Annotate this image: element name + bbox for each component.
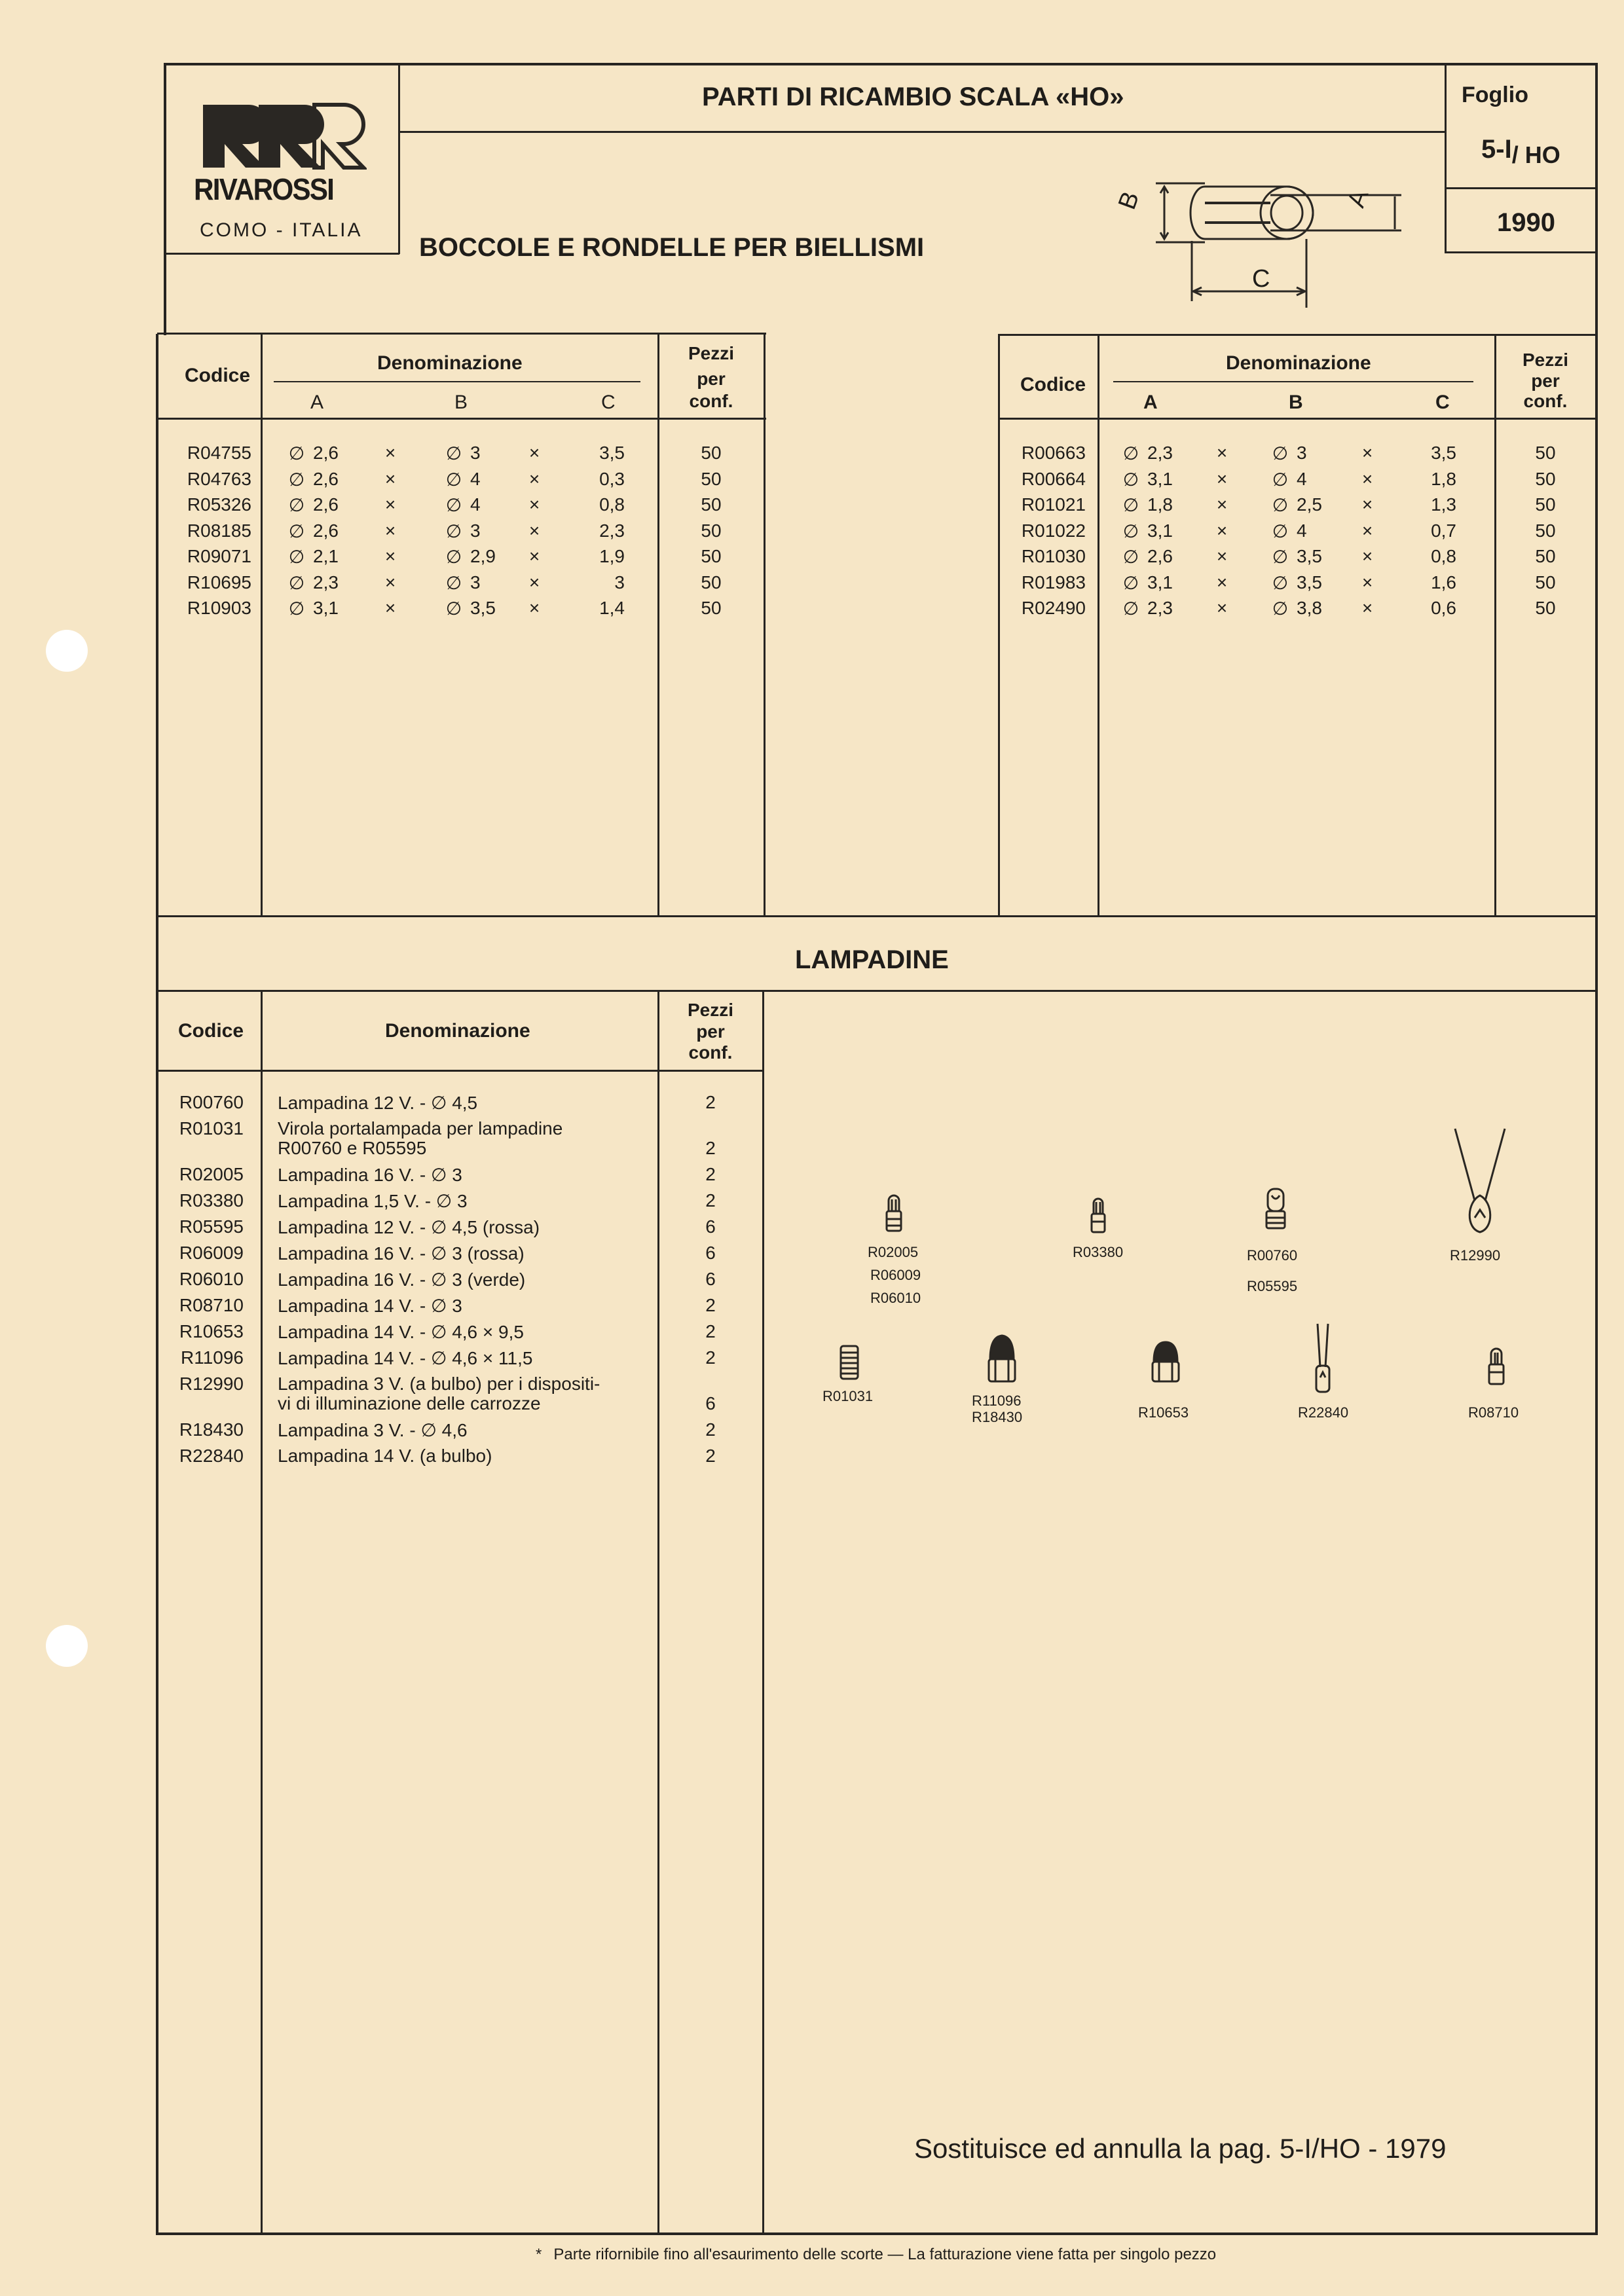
cell-qty: 50 [1535,598,1556,618]
punch-hole-top [46,630,88,672]
cell-code: R04763 [187,468,251,489]
label-r00760: R00760 [1247,1247,1298,1264]
br-col-code: Codice [1020,374,1086,395]
cell-c: 1,9 [599,546,625,566]
cell-c: 3,5 [599,443,625,463]
dia-a: ∅ [1122,547,1139,567]
dia-b: ∅ [445,598,462,619]
label-r10653: R10653 [1138,1404,1189,1421]
dia-a: ∅ [288,598,305,619]
lamp-code: R05595 [179,1216,244,1237]
cell-c: 1,3 [1431,494,1456,515]
lamp-code: R18430 [179,1419,244,1440]
cell-code: R10695 [187,572,251,592]
cell-c: 1,8 [1431,468,1456,489]
sep-1: × [384,598,396,618]
sep-2: × [528,494,540,515]
cell-c: 1,4 [599,598,625,618]
lamp-qty: 2 [705,1138,716,1158]
sep-2: × [1361,598,1373,618]
cell-code: R00663 [1021,443,1086,463]
dia-a: ∅ [288,572,305,593]
dia-b: ∅ [445,572,462,593]
brand-city: COMO - ITALIA [200,219,363,241]
lamp-desc: Lampadina 16 V. - ∅ 3 [278,1165,462,1185]
label-r22840: R22840 [1298,1404,1349,1421]
cell-code: R01983 [1021,572,1086,592]
lamp-desc: Lampadina 3 V. (a bulbo) per i dispositi- [278,1374,600,1394]
dia-a: ∅ [1122,495,1139,515]
br-col-name: Denominazione [1226,352,1371,374]
br-col-b: B [1289,392,1303,413]
replaces-note: Sostituisce ed annulla la pag. 5-I/HO - 1979 [914,2133,1447,2164]
label-r12990: R12990 [1450,1247,1501,1264]
sep-2: × [528,443,540,463]
dia-a: ∅ [288,520,305,541]
lamp-code: R00760 [179,1092,244,1112]
lamp-code: R22840 [179,1446,244,1466]
cell-a: 2,6 [1147,546,1173,566]
label-r05595: R05595 [1247,1278,1298,1294]
br-col-qty-3: conf. [1523,391,1568,411]
sheet-label: Foglio [1462,82,1528,107]
dia-b: ∅ [1272,572,1289,593]
cell-a: 2,3 [1147,443,1173,463]
sep-2: × [528,572,540,592]
lamp-desc: Lampadina 14 V. - ∅ 4,6 × 11,5 [278,1348,533,1368]
lamp-desc: Lampadina 14 V. - ∅ 3 [278,1296,462,1316]
br-col-qty-1: Pezzi [1522,350,1569,370]
lamp-code: R03380 [179,1190,244,1211]
dia-a: ∅ [288,547,305,567]
cell-qty: 50 [701,443,722,463]
lamp-r00760-icon [1263,1186,1289,1232]
cell-code: R10903 [187,598,251,618]
sep-2: × [1361,520,1373,541]
cell-b: 3,5 [1297,546,1322,566]
cell-c: 0,3 [599,468,625,489]
lamp-desc: Virola portalampada per lampadine [278,1118,563,1139]
sheet-year: 1990 [1497,208,1555,237]
sheet-number-suffix: / HO [1511,141,1560,168]
dia-b: ∅ [1272,598,1289,619]
lamp-qty: 2 [705,1446,716,1466]
cell-c: 0,8 [599,494,625,515]
cell-qty: 50 [701,520,722,541]
sep-1: × [384,572,396,592]
cell-qty: 50 [1535,443,1556,463]
label-r03380: R03380 [1073,1244,1124,1260]
lamp-code: R06010 [179,1269,244,1289]
lamp-qty: 2 [705,1321,716,1341]
cell-b: 4 [1297,520,1307,541]
lamp-r10653-icon [1149,1339,1183,1385]
lamp-code: R01031 [179,1118,244,1139]
lamp-qty: 6 [705,1216,716,1237]
cell-code: R01022 [1021,520,1086,541]
label-r18430: R18430 [972,1409,1023,1425]
dia-b: ∅ [445,469,462,490]
sep-1: × [384,546,396,566]
lamps-col-qty-3: conf. [688,1042,733,1063]
lamp-r22840-icon [1311,1321,1335,1394]
lamp-code: R12990 [179,1374,244,1394]
cell-qty: 50 [1535,468,1556,489]
cell-a: 2,3 [1147,598,1173,618]
cell-b: 4 [470,494,481,515]
label-r01031: R01031 [822,1388,874,1404]
lamp-desc: Lampadina 12 V. - ∅ 4,5 [278,1093,478,1113]
cell-qty: 50 [1535,520,1556,541]
dia-b: ∅ [445,547,462,567]
dia-b: ∅ [445,520,462,541]
sep-1: × [384,443,396,463]
bl-col-qty-3: conf. [689,391,733,411]
sep-1: × [1216,546,1228,566]
footer-note [536,2246,1216,2264]
sep-2: × [528,546,540,566]
cell-qty: 50 [701,494,722,515]
sep-1: × [1216,598,1228,618]
label-r02005: R02005 [868,1244,919,1260]
cell-a: 2,3 [313,572,339,592]
cell-b: 4 [1297,468,1307,489]
brand-name: RIVAROSSI [194,172,334,206]
lamp-qty: 2 [705,1164,716,1184]
cell-b: 4 [470,468,481,489]
lamp-qty: 2 [705,1190,716,1211]
cell-code: R08185 [187,520,251,541]
dia-a: ∅ [288,443,305,464]
sep-1: × [1216,494,1228,515]
lamp-r03380-icon [1087,1195,1109,1236]
lamp-desc: Lampadina 14 V. (a bulbo) [278,1446,492,1466]
page-subtitle: BOCCOLE E RONDELLE PER BIELLISMI [419,233,925,262]
lamp-code: R11096 [180,1347,244,1368]
dia-a: ∅ [288,469,305,490]
lamp-r12990-icon [1452,1126,1507,1237]
lamp-qty: 6 [705,1269,716,1289]
cell-a: 2,1 [313,546,339,566]
lamp-r08710-icon [1485,1345,1507,1388]
sep-1: × [1216,468,1228,489]
cell-b: 3,5 [1297,572,1322,592]
bl-col-a: A [310,392,324,413]
cell-qty: 50 [1535,572,1556,592]
sep-1: × [384,468,396,489]
sep-1: × [384,520,396,541]
cell-qty: 50 [1535,494,1556,515]
cell-qty: 50 [701,468,722,489]
cell-code: R09071 [187,546,251,566]
punch-hole-bottom [46,1625,88,1667]
lamp-qty: 2 [705,1347,716,1368]
lamp-desc: Lampadina 16 V. - ∅ 3 (rossa) [278,1243,525,1264]
sep-2: × [528,520,540,541]
dia-b: ∅ [1272,495,1289,515]
sep-2: × [1361,494,1373,515]
lamp-desc: Lampadina 16 V. - ∅ 3 (verde) [278,1269,526,1290]
lamp-desc-cont: R00760 e R05595 [278,1138,427,1158]
dia-a: ∅ [1122,443,1139,464]
cell-qty: 50 [701,598,722,618]
cell-c: 2,3 [599,520,625,541]
diagram-label-b: B [1113,188,1145,213]
dia-b: ∅ [1272,520,1289,541]
cell-b: 2,9 [470,546,496,566]
sheet-number-main: 5-I [1481,135,1512,164]
lamp-qty: 6 [705,1393,716,1413]
cell-b: 3,5 [470,598,496,618]
label-r06010: R06010 [870,1290,921,1306]
cell-a: 3,1 [1147,572,1173,592]
cell-b: 3 [470,443,481,463]
lamps-col-qty-2: per [696,1021,725,1042]
sep-1: × [384,494,396,515]
bl-col-b: B [454,392,468,413]
cell-a: 3,1 [1147,520,1173,541]
lamp-desc: Lampadina 3 V. - ∅ 4,6 [278,1420,468,1440]
sep-2: × [1361,572,1373,592]
cell-code: R04755 [187,443,251,463]
dia-a: ∅ [288,495,305,515]
cell-qty: 50 [701,572,722,592]
dia-a: ∅ [1122,469,1139,490]
lamp-desc: Lampadina 12 V. - ∅ 4,5 (rossa) [278,1217,540,1237]
lamp-qty: 6 [705,1243,716,1263]
lamp-qty: 2 [705,1419,716,1440]
cell-b: 3 [470,572,481,592]
cell-code: R02490 [1021,598,1086,618]
bl-col-name: Denominazione [377,352,523,374]
br-col-a: A [1143,392,1158,413]
cell-c: 1,6 [1431,572,1456,592]
cell-qty: 50 [701,546,722,566]
sep-2: × [528,468,540,489]
dia-b: ∅ [1272,443,1289,464]
dia-a: ∅ [1122,598,1139,619]
lamp-qty: 2 [705,1295,716,1315]
cell-code: R05326 [187,494,251,515]
cell-c: 0,7 [1431,520,1456,541]
label-r11096: R11096 [972,1393,1022,1409]
lamp-code: R06009 [179,1243,244,1263]
bl-col-qty-1: Pezzi [688,343,735,363]
lamp-code: R10653 [179,1321,244,1341]
sep-1: × [1216,520,1228,541]
cell-code: R01021 [1021,494,1086,515]
brand-logo [196,98,367,170]
lamps-section-title: LAMPADINE [795,945,949,974]
lamps-col-code: Codice [178,1020,244,1042]
cell-b: 3 [470,520,481,541]
cell-b: 3 [1297,443,1307,463]
lamp-desc: Lampadina 14 V. - ∅ 4,6 × 9,5 [278,1322,524,1342]
cell-code: R01030 [1021,546,1086,566]
cell-b: 3,8 [1297,598,1322,618]
sep-1: × [1216,572,1228,592]
label-r06009: R06009 [870,1267,921,1283]
footer-marker: * [536,2246,542,2263]
footer-note-text: Parte rifornibile fino all'esaurimento delle scorte — La fatturazione viene fatta per singolo pezzo [553,2246,1217,2263]
label-r08710: R08710 [1468,1404,1519,1421]
dia-b: ∅ [445,495,462,515]
dia-a: ∅ [1122,520,1139,541]
dia-b: ∅ [1272,469,1289,490]
cell-code: R00664 [1021,468,1086,489]
bl-col-c: C [601,392,616,413]
cell-c: 0,6 [1431,598,1456,618]
sep-2: × [1361,443,1373,463]
dia-a: ∅ [1122,572,1139,593]
cell-c: 3 [614,572,625,592]
page-title: PARTI DI RICAMBIO SCALA «HO» [702,82,1124,111]
cell-a: 3,1 [313,598,339,618]
lamp-desc: Lampadina 1,5 V. - ∅ 3 [278,1191,468,1211]
lamp-code: R08710 [179,1295,244,1315]
diagram-label-a: A [1342,186,1375,211]
lamps-col-name: Denominazione [385,1020,530,1042]
sep-1: × [1216,443,1228,463]
sheet-number [1481,135,1560,168]
bl-col-code: Codice [185,365,251,386]
cell-a: 2,6 [313,494,339,515]
br-col-c: C [1435,392,1450,413]
diagram-label-c: C [1252,265,1270,293]
sep-2: × [1361,546,1373,566]
cell-c: 0,8 [1431,546,1456,566]
lamp-code: R02005 [179,1164,244,1184]
lamp-r11096-icon [984,1333,1020,1385]
br-col-qty-2: per [1531,371,1560,391]
lamp-desc-cont: vi di illuminazione delle carrozze [278,1393,541,1413]
sep-2: × [528,598,540,618]
bl-col-qty-2: per [697,369,726,389]
socket-r01031-icon [838,1343,860,1381]
cell-b: 2,5 [1297,494,1322,515]
cell-a: 2,6 [313,520,339,541]
cell-a: 1,8 [1147,494,1173,515]
lamp-qty: 2 [705,1092,716,1112]
dia-b: ∅ [1272,547,1289,567]
sep-2: × [1361,468,1373,489]
cell-a: 3,1 [1147,468,1173,489]
cell-c: 3,5 [1431,443,1456,463]
lamp-r02005-icon [882,1193,906,1235]
cell-qty: 50 [1535,546,1556,566]
cell-a: 2,6 [313,443,339,463]
dia-b: ∅ [445,443,462,464]
cell-a: 2,6 [313,468,339,489]
lamps-col-qty-1: Pezzi [687,1000,734,1020]
